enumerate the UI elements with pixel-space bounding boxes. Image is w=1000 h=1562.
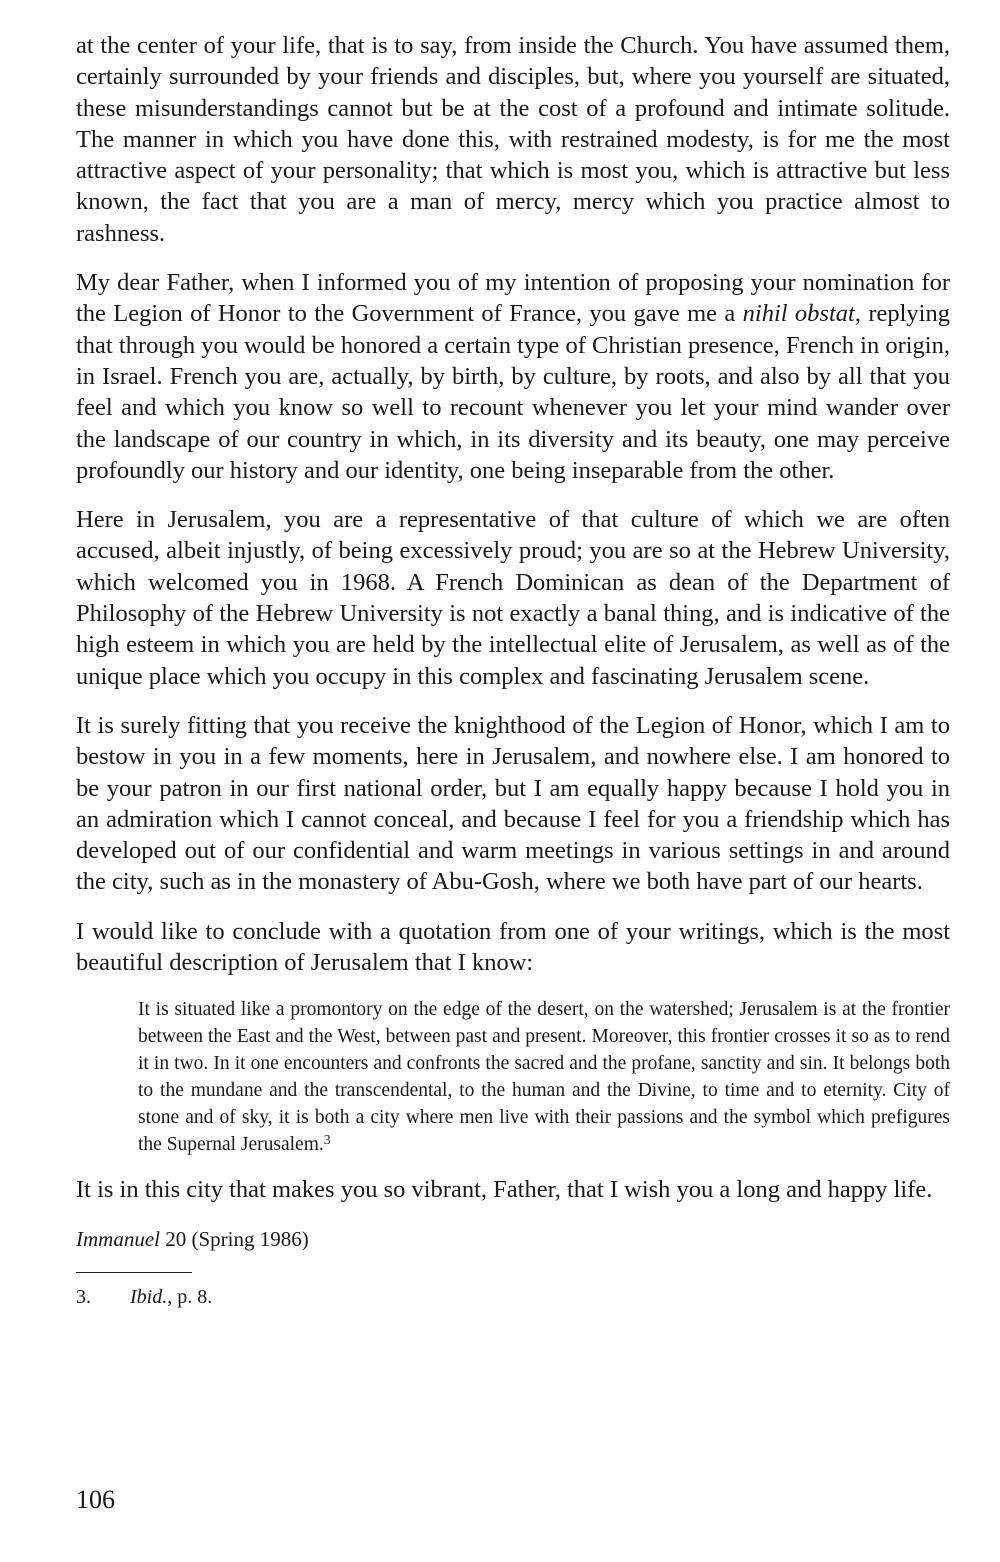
footnote-ibid: Ibid. (130, 1285, 168, 1308)
source-citation (76, 1224, 950, 1254)
quotation-text: It is situated like a promontory on the edge of the desert, on the watershed; Jerusalem is at the frontier between the East and the West, between past and present. Moreover, this frontier crosses it so as to rend it in two. In it one encounters and confronts the sacred and the profane, sanctity and sin. It belongs both to the mundane and the transcendental, to the human and the Divine, to time and to eternity. City of stone and of sky, it is both a city where men live with their passions and the symbol which prefigures the Supernal Jerusalem. (138, 999, 950, 1156)
footnote-reference: 3 (323, 1133, 331, 1149)
nihil-obstat-phrase: nihil obstat (742, 300, 855, 328)
paragraph-1: at the center of your life, that is to say, from inside the Church. You have assumed them, certainly surrounded by your friends and disciples, but, where you yourself are situated, these misunderstandings cannot but be at the cost of a profound and intimate solitude. The manner in which you have done this, with restrained modesty, is for me the most attractive aspect of your personality; that which is most you, which is attractive but less known, the fact that you are a man of mercy, mercy which you practice almost to rashness. (76, 32, 950, 247)
paragraph-4: It is surely fitting that you receive the knighthood of the Legion of Honor, which I am to bestow in you in a few moments, here in Jerusalem, and nowhere else. I am honored to be your patron in our first national order, but I am equally happy because I hold you in an admiration which I cannot conceal, and because I feel for you a friendship which has developed out of our confidential and warm meetings in various settings in and around the city, such as in the monastery of Abu-Gosh, where we both have part of our hearts. (76, 711, 950, 896)
paragraph-6: It is in this city that makes you so vibrant, Father, that I wish you a long and happy life. (76, 1176, 933, 1204)
source-journal: Immanuel (76, 1226, 160, 1251)
footnote-number: 3. (76, 1285, 91, 1308)
paragraph-2-text-after: , replying that through you would be honored a certain type of Christian presence, French in origin, in Israel. French you are, actually, by birth, by culture, by roots, and also by all that you feel and which you know so well to recount whenever you let your mind wander over the landscape of our country in which, in its diversity and its beauty, one may perceive profoundly our history and our identity, one being inseparable from the other. (76, 300, 950, 484)
footnote (76, 1283, 950, 1311)
paragraph-2-text-before: My dear Father, when I informed you of my intention of proposing your nomination for the Legion of Honor to the Government of France, you gave me a (76, 269, 950, 328)
paragraph-3: Here in Jerusalem, you are a representative of that culture of which we are often accused, albeit injustly, of being excessively proud; you are so at the Hebrew University, which welcomed you in 1968. A French Dominican as dean of the Department of Philosophy of the Hebrew University is not exactly a banal thing, and is indicative of the high esteem in which you are held by the intellectual elite of Jerusalem, as well as of the unique place which you occupy in this complex and fascinating Jerusalem scene. (76, 506, 950, 690)
page-number: 106 (76, 1485, 115, 1514)
block-quotation (138, 996, 950, 1158)
page-content (76, 30, 950, 1311)
footnote-divider (76, 1272, 192, 1273)
source-issue: 20 (Spring 1986) (159, 1226, 309, 1251)
footnote-page: , p. 8. (167, 1285, 213, 1308)
paragraph-5: I would like to conclude with a quotation from one of your writings, which is the most beautiful description of Jerusalem that I know: (76, 917, 950, 977)
paragraph-2 (76, 267, 950, 486)
footnote-text (130, 1283, 212, 1311)
